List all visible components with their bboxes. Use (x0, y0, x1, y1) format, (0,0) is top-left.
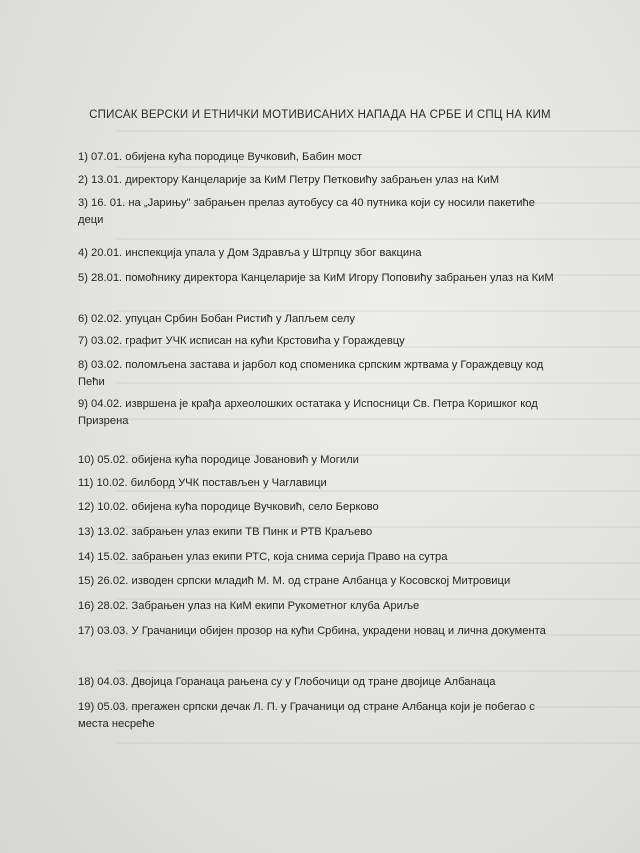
list-item: 15) 26.02. изводен српски младић М. М. од стране Албанца у Косовској Митровици (78, 575, 511, 587)
document-title: СПИСАК ВЕРСКИ И ЕТНИЧКИ МОТИВИСАНИХ НАПАДА НА СРБЕ И СПЦ НА КИМ (89, 109, 551, 121)
list-item: 4) 20.01. инспекција упала у Дом Здравља у Штрпцу због вакцина (78, 247, 422, 259)
list-item: 1) 07.01. обијена кућа породице Вучковић, Бабин мост (78, 151, 363, 163)
list-item: 16) 28.02. Забрањен улаз на КиМ екипи Рукометног клуба Ариље (78, 600, 420, 612)
list-item: 6) 02.02. упуцан Србин Бобан Ристић у Лапљем селу (78, 313, 355, 325)
list-item: 8) 03.02. поломљена застава и јарбол код споменика српским жртвама у Гораждевцу код Пећи (78, 359, 544, 388)
list-item: 11) 10.02. билборд УЧК постављен у Чаглавици (78, 477, 327, 489)
list-item: 3) 16. 01. на „Јарињу" забрањен прелаз аутобусу са 40 путника који су носили пакетиће деци (78, 197, 535, 226)
list-item: 13) 13.02. забрањен улаз екипи ТВ Пинк и РТВ Краљево (78, 526, 373, 538)
list-item: 18) 04.03. Двојица Горанаца рањена су у Глобочици од тране двојице Албанаца (78, 676, 496, 688)
list-item: 12) 10.02. обијена кућа породице Вучковић, село Берково (78, 501, 379, 513)
list-item: 7) 03.02. графит УЧК исписан на кући Крстовића у Гораждевцу (78, 335, 405, 347)
list-item: 19) 05.03. прегажен српски дечак Л. П. у Грачаници од стране Албанца који је побегао с места несреће (78, 701, 535, 730)
list-item: 9) 04.02. извршена је крађа археолошких остатака у Испосници Св. Петра Коришког код Призрена (78, 398, 538, 427)
list-item: 17) 03.03. У Грачаници обијен прозор на кући Србина, украдени новац и лична документа (78, 625, 546, 637)
list-item: 14) 15.02. забрањен улаз екипи РТС, која снима серија Право на сутра (78, 551, 448, 563)
list-item: 2) 13.01. директору Канцеларије за КиМ Петру Петковићу забрањен улаз на КиМ (78, 174, 500, 186)
list-item: 5) 28.01. помоћнику директора Канцеларије за КиМ Игору Поповићу забрањен улаз на КиМ (78, 272, 554, 284)
list-item: 10) 05.02. обијена кућа породице Јовановић у Могили (78, 454, 359, 466)
